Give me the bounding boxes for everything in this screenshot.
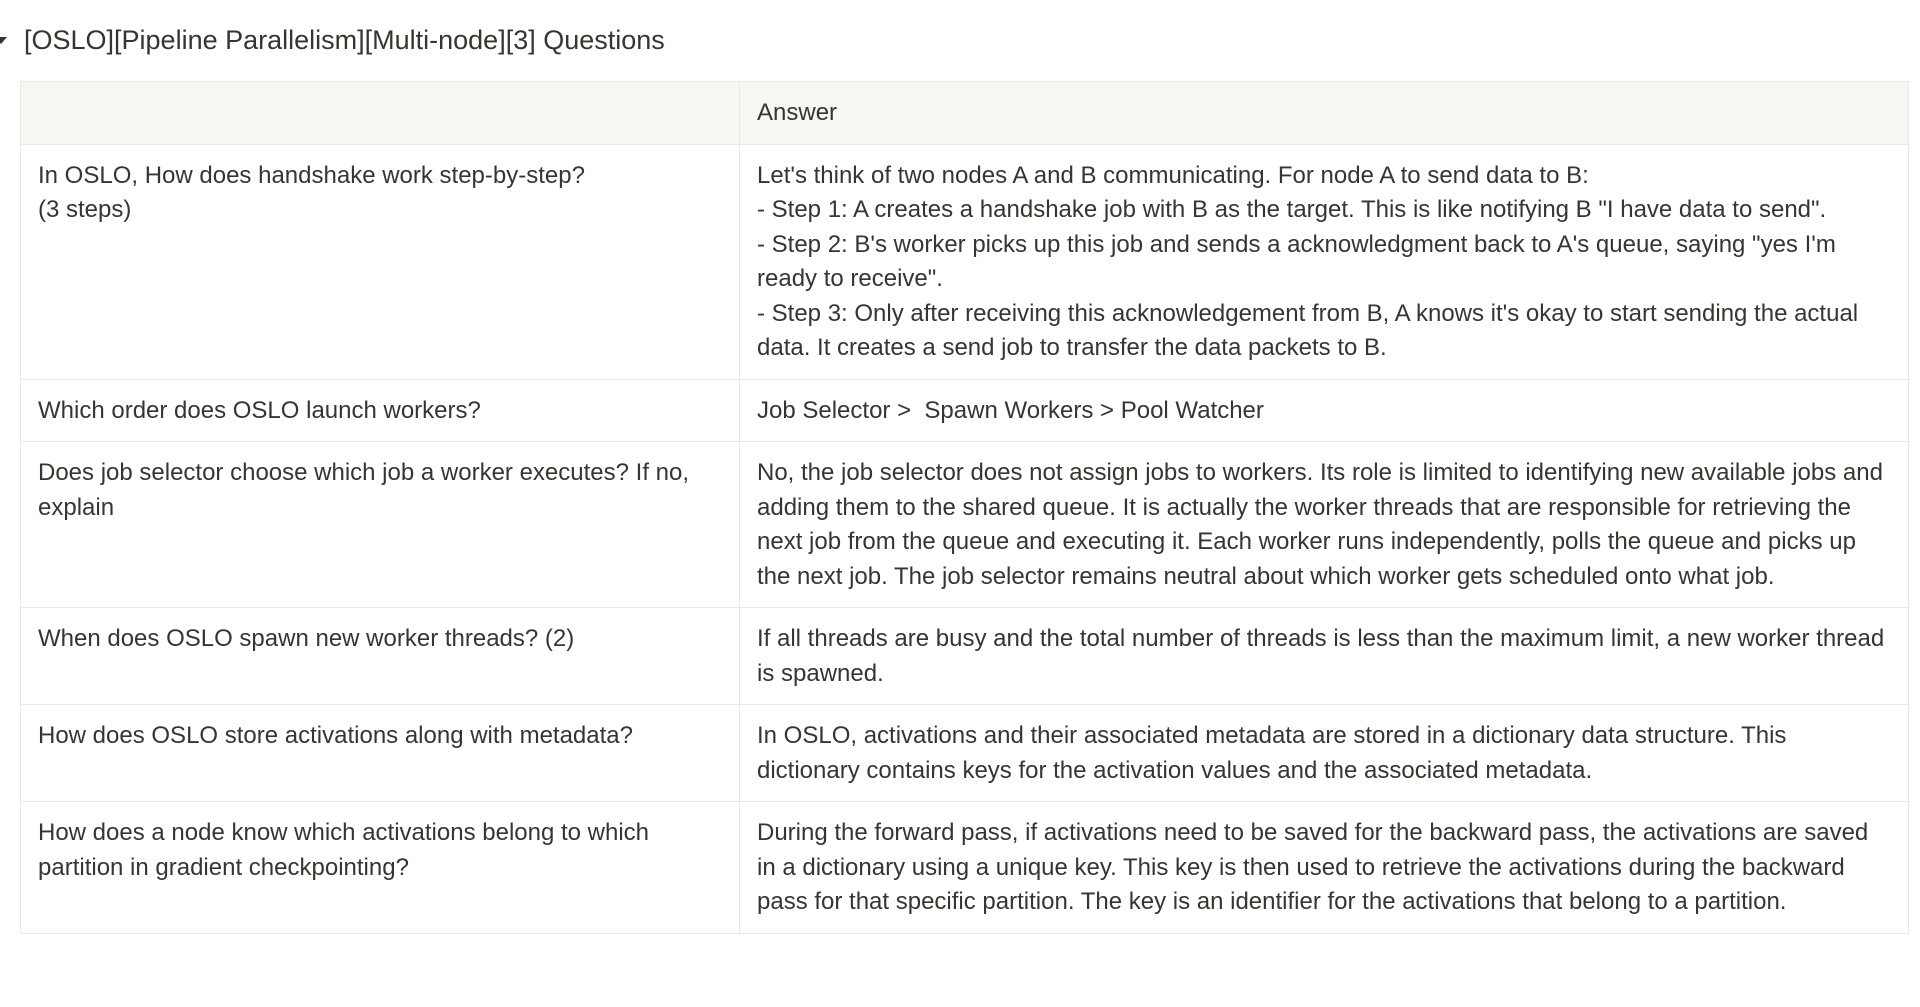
page-title[interactable]: [OSLO][Pipeline Parallelism][Multi-node][3] Questions [24,25,665,55]
question-cell[interactable]: Does job selector choose which job a worker executes? If no, explain [21,442,740,608]
question-cell[interactable]: How does OSLO store activations along with metadata? [21,705,740,802]
question-cell[interactable]: In OSLO, How does handshake work step-by-step? (3 steps) [21,144,740,379]
question-cell[interactable]: How does a node know which activations belong to which partition in gradient checkpointing? [21,802,740,934]
table-row [21,144,1909,379]
table-row [21,379,1909,442]
answer-cell[interactable]: If all threads are busy and the total number of threads is less than the maximum limit, a new worker thread is spawned. [740,608,1909,705]
answer-cell[interactable]: No, the job selector does not assign jobs to workers. Its role is limited to identifying new available jobs and adding them to the shared queue. It is actually the worker threads that are responsible for retrieving the next job from the queue and executing it. Each worker runs independently, polls the queue and picks up the next job. The job selector remains neutral about which worker gets scheduled onto what job. [740,442,1909,608]
answer-cell[interactable]: Job Selector > Spawn Workers > Pool Watcher [740,379,1909,442]
question-cell[interactable]: Which order does OSLO launch workers? [21,379,740,442]
header-cell-answer[interactable]: Answer [740,82,1909,145]
table-row [21,802,1909,934]
table-row [21,442,1909,608]
table-row [21,608,1909,705]
answer-cell[interactable]: In OSLO, activations and their associated metadata are stored in a dictionary data structure. This dictionary contains keys for the activation values and the associated metadata. [740,705,1909,802]
table-header-row [21,82,1909,145]
answer-cell[interactable]: Let's think of two nodes A and B communicating. For node A to send data to B: - Step 1: A creates a handshake job with B as the target. This is like notifying B "I have data to send". - Step 2: B's worker picks up this job and sends a acknowledgment back to A's queue, saying "yes I'm ready to receive". - Step 3: Only after receiving this acknowledgement from B, A knows it's okay to start sending the actual data. It creates a send job to transfer the data packets to B. [740,144,1909,379]
question-cell[interactable]: When does OSLO spawn new worker threads? (2) [21,608,740,705]
triangle-down-icon[interactable] [0,20,14,60]
qa-table [20,81,1909,934]
toggle-block-header [0,20,665,60]
table-row [21,705,1909,802]
header-cell-question[interactable] [21,82,740,145]
answer-cell[interactable]: During the forward pass, if activations need to be saved for the backward pass, the activations are saved in a dictionary using a unique key. This key is then used to retrieve the activations during the backward pass for that specific partition. The key is an identifier for the activations that belong to a partition. [740,802,1909,934]
